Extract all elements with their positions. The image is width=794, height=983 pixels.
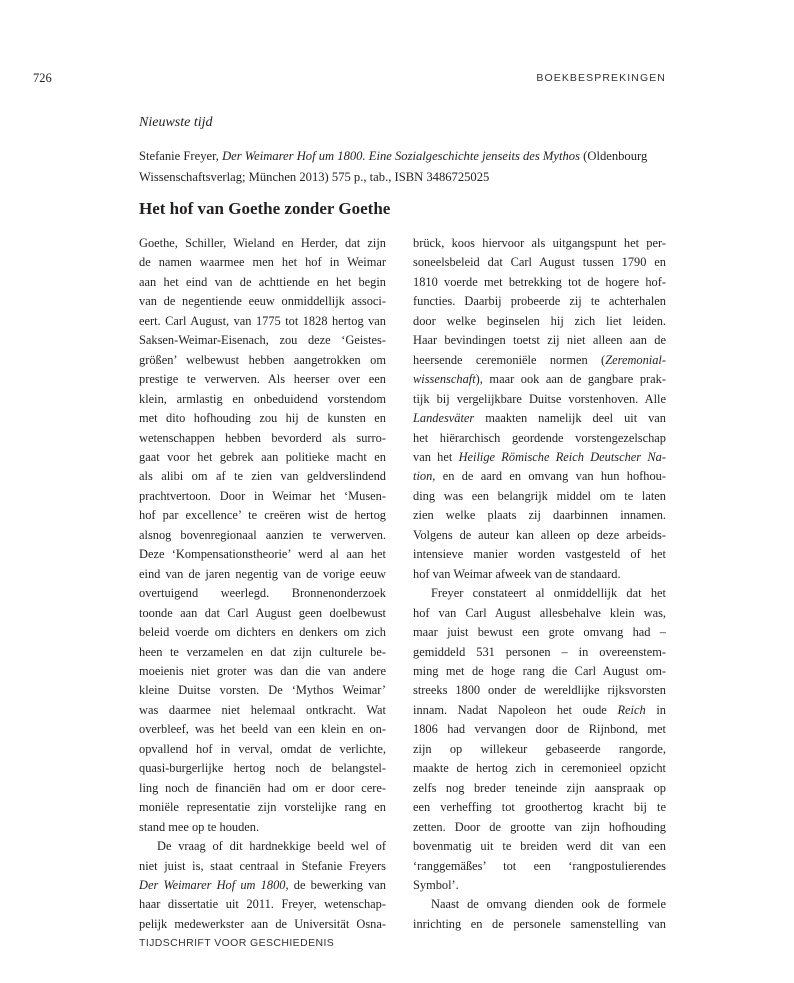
- text-line: van de negentiende eeuw onmiddellijk associ-: [139, 294, 386, 309]
- review-title: Het hof van Goethe zonder Goethe: [139, 199, 391, 218]
- text-line: beleid voerde om dichters en denkers om zich: [139, 625, 386, 640]
- text-line: soneelsbeleid dat Carl August tussen 1790 en: [413, 255, 666, 270]
- text-line: prestige te verwerven. Als heerser over een: [139, 372, 386, 387]
- text-line: Deze ‘Kompensationstheorie’ werd al aan het: [139, 547, 386, 562]
- text-line: alsnog bovenregionaal aanzien te verwerven.: [139, 527, 386, 542]
- right-column: [413, 234, 666, 934]
- text-line: klein, armlastig en onbeduidend vorstendom: [139, 391, 386, 406]
- text-line: hof van Carl August allesbehalve klein was,: [413, 605, 666, 620]
- text-line: haar dissertatie uit 2011. Freyer, wetenschap-: [139, 897, 386, 912]
- text-line: als alibi om af te zien van geldverslindend: [139, 469, 386, 484]
- text-line: Haar bevindingen toetst zij niet alleen aan de: [413, 333, 666, 348]
- text-line: Saksen-Weimar-Eisenach, zou deze ‘Geistes-: [139, 333, 386, 348]
- text-line: pelijk medewerkster aan de Universität Osna-: [139, 916, 386, 931]
- text-line: niet juist is, staat centraal in Stefanie Freyers: [139, 858, 386, 873]
- text-line: Symbol’.: [413, 877, 459, 892]
- paragraph-2: [139, 837, 386, 934]
- text-line: maakte de hertog zich in ceremonieel opzicht: [413, 761, 666, 776]
- text-line: hof van Weimar afweek van de standaard.: [413, 566, 621, 581]
- text-line: ling noch de financiën had om er door cere-: [139, 780, 386, 795]
- text-line: prachtvertoon. Door in Weimar het ‘Musen-: [139, 488, 386, 503]
- text-line: brück, koos hiervoor als uitgangspunt het per-: [413, 236, 666, 250]
- text-line: door welke beginselen hij zich liet leiden.: [413, 313, 666, 328]
- text-line: 1806 had vervangen door de Rijnbond, met: [413, 722, 666, 737]
- text-line: De vraag of dit hardnekkige beeld wel of: [157, 839, 386, 854]
- text-line: zelfs nog breder teneinde zijn aanspraak op: [413, 780, 666, 795]
- text-line: Goethe, Schiller, Wieland en Herder, dat zijn: [139, 236, 386, 250]
- page-number: 726: [33, 71, 52, 85]
- text-line: quasi-burgerlijke hertog noch de belangstel-: [139, 761, 386, 776]
- left-column: [139, 234, 386, 934]
- text-line: gemiddeld 531 personen – in overeenstem-: [413, 644, 666, 659]
- text-line: bovenmatig uit te breiden werd dit van een: [413, 839, 666, 854]
- text-line: kleine Duitse vorsten. De ‘Mythos Weimar’: [139, 683, 386, 698]
- text-line: tion, en de aard en omvang van hun hofhou-: [413, 469, 666, 484]
- text-line: overtuigend weerlegd. Bronnenonderzoek: [139, 586, 386, 601]
- text-line: een verheffing tot groothertog kracht bij te: [413, 800, 666, 815]
- text-line: toonde aan dat Carl August geen doelbewust: [139, 605, 386, 620]
- text-line: maar juist bewust een grote omvang had –: [413, 625, 666, 640]
- citation-title: Der Weimarer Hof um 1800. Eine Sozialgeschichte jenseits des Mythos: [222, 149, 581, 163]
- text-line: Naast de omvang dienden ook de formele: [431, 897, 666, 912]
- text-line: heen te verzamelen en dat zijn culturele be-: [139, 644, 386, 659]
- text-line: van het Heilige Römische Reich Deutscher Na-: [413, 449, 666, 464]
- text-line: het hiërarchisch geordende vorstengezelschap: [413, 430, 666, 445]
- text-line: zien welke plaats zij daarbinnen innamen.: [413, 508, 666, 523]
- text-line: streeks 1800 onder de wereldlijke rijksvorsten: [413, 683, 666, 698]
- citation-details: Wissenschaftsverlag; München 2013) 575 p., tab., ISBN 3486725025: [139, 170, 490, 184]
- text-line: gaat voor het gebrek aan politieke macht en: [139, 449, 386, 464]
- running-head: BOEKBESPREKINGEN: [536, 72, 666, 84]
- text-line: overbleef, was het beeld van een klein en on-: [139, 722, 386, 737]
- text-line: innam. Nadat Napoleon het oude Reich in: [413, 702, 666, 717]
- text-line: hof par excellence’ te creëren wist de hertog: [139, 508, 386, 523]
- text-line: größen’ welbewust hebben aangetrokken om: [139, 352, 386, 367]
- text-line: ding was een belangrijk middel om te laten: [413, 488, 666, 503]
- text-line: stand mee op te houden.: [139, 819, 260, 834]
- text-line: ming met de hoge rang die Carl August om-: [413, 663, 666, 678]
- text-line: Landesväter maakten namelijk deel uit van: [413, 411, 666, 426]
- text-line: tijk bij vergelijkbare Duitse vorstenhoven. Alle: [413, 391, 666, 406]
- paragraph-4: [413, 895, 666, 934]
- text-line: eind van de jaren negentig van de vorige eeuw: [139, 566, 386, 581]
- text-line: zijn op willekeur gebaseerde rangorde,: [413, 741, 666, 756]
- paragraph-2-cont: [413, 234, 666, 584]
- book-citation: [139, 146, 679, 188]
- text-line: moniële representatie zijn vorstelijke rang en: [139, 800, 386, 815]
- text-line: wissenschaft), maar ook aan de gangbare prak-: [413, 372, 666, 387]
- citation-publisher: (Oldenbourg: [580, 149, 648, 163]
- text-line: zetten. Door de grootte van zijn hofhouding: [413, 819, 666, 834]
- text-line: Volgens de auteur kan alleen op deze arbeids-: [413, 527, 666, 542]
- text-line: aan het eind van de achttiende en het begin: [139, 274, 386, 289]
- text-line: inrichting en de personele samenstelling van: [413, 916, 666, 931]
- text-line: functies. Daarbij probeerde zij te achterhalen: [413, 294, 666, 309]
- paragraph-1: [139, 234, 386, 837]
- italic-book-title: Der Weimarer Hof um 1800,: [139, 877, 289, 892]
- text-line: Freyer constateert al onmiddellijk dat het: [431, 586, 666, 601]
- text-line: eert. Carl August, van 1775 tot 1828 hertog van: [139, 313, 386, 328]
- journal-footer: TIJDSCHRIFT VOOR GESCHIEDENIS: [139, 937, 335, 949]
- text-line: ‘ranggemäßes’ tot een ‘rangpostulierendes: [413, 858, 666, 873]
- text-line: intensieve manier worden vastgesteld of het: [413, 547, 666, 562]
- text-line: met dito hofhouding zou hij de kunsten en: [139, 411, 386, 426]
- text-line: wetenschappen hebben bevorderd als surro-: [139, 430, 386, 445]
- text-line: de namen waarmee men het hof in Weimar: [139, 255, 386, 270]
- section-label: Nieuwste tijd: [139, 115, 213, 130]
- text-line: Der Weimarer Hof um 1800, de bewerking van: [139, 877, 386, 892]
- text-line: 1810 voerde met betrekking tot de hogere hof-: [413, 274, 666, 289]
- citation-author: Stefanie Freyer,: [139, 149, 223, 163]
- text-line: was daarmee niet helemaal ontkracht. Wat: [139, 702, 386, 717]
- text-line: moeienis niet groter was dan die van andere: [139, 663, 386, 678]
- text-line: heersende ceremoniële normen (Zeremonial-: [413, 352, 666, 367]
- text-line: opvallend hof in verval, omdat de verlichte,: [139, 741, 386, 756]
- paragraph-3: [413, 584, 666, 895]
